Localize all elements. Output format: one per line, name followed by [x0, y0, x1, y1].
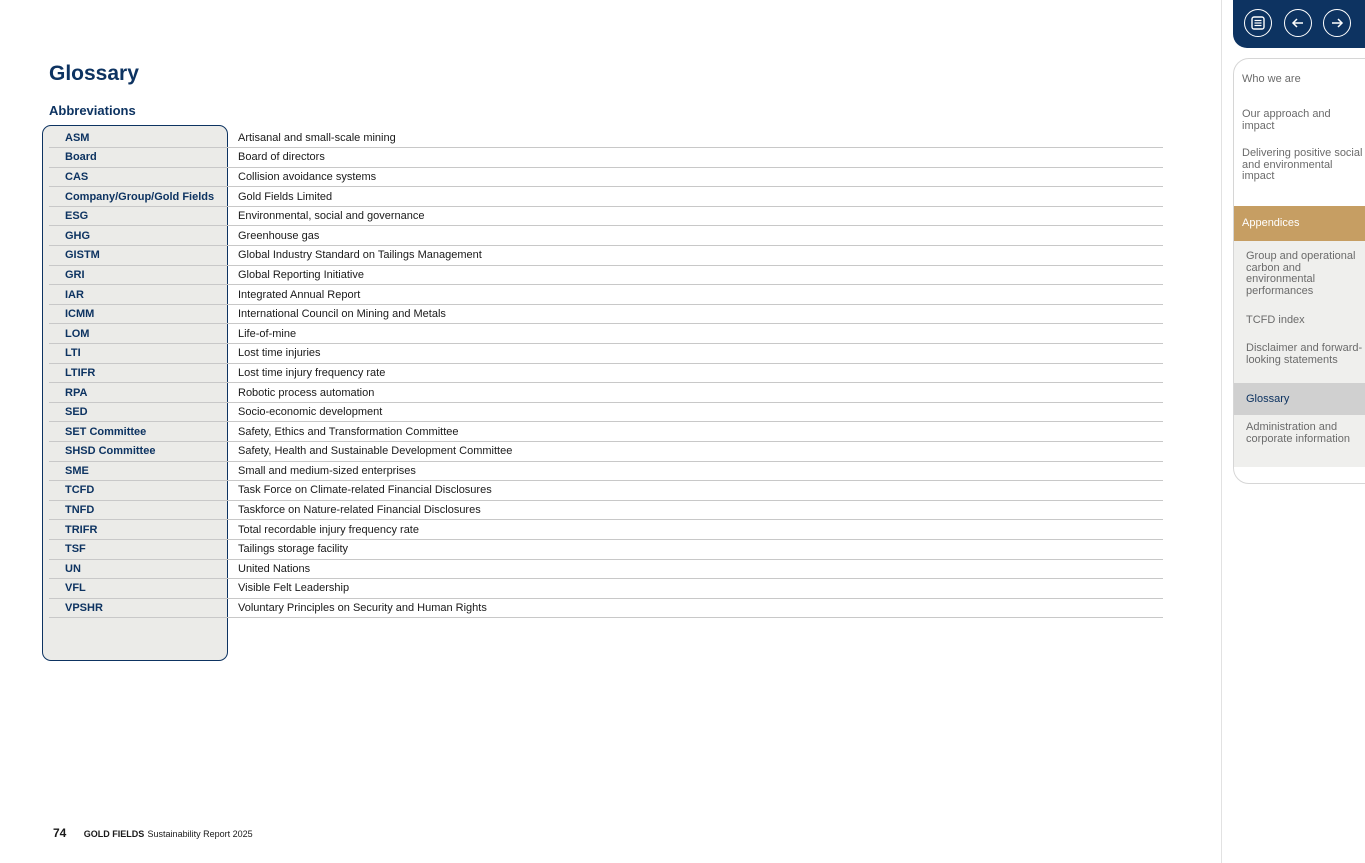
abbreviation-definition: International Council on Mining and Metals: [228, 304, 1163, 324]
page-footer: [53, 826, 253, 840]
table-row: [49, 500, 1163, 520]
abbreviation-term: LTIFR: [49, 363, 228, 383]
abbreviation-definition: Visible Felt Leadership: [228, 579, 1163, 599]
table-row: [49, 304, 1163, 324]
abbreviation-term: ESG: [49, 206, 228, 226]
table-row: [49, 128, 1163, 148]
abbreviation-term: RPA: [49, 383, 228, 403]
abbreviation-definition: Tailings storage facility: [228, 539, 1163, 559]
section-navigation: [1233, 58, 1365, 484]
sidebar-divider: [1221, 0, 1222, 863]
nav-item-group-performance[interactable]: Group and operational carbon and environmental performances: [1234, 241, 1365, 321]
glossary-table: [49, 128, 1163, 618]
abbreviation-definition: Total recordable injury frequency rate: [228, 520, 1163, 540]
abbreviation-term: Company/Group/Gold Fields: [49, 187, 228, 207]
abbreviation-term: Board: [49, 148, 228, 168]
abbreviation-definition: Lost time injury frequency rate: [228, 363, 1163, 383]
abbreviation-term: VFL: [49, 579, 228, 599]
table-row: [49, 442, 1163, 462]
nav-item-who-we-are[interactable]: Who we are: [1242, 73, 1301, 85]
table-row: [49, 363, 1163, 383]
nav-item-glossary[interactable]: Glossary: [1234, 383, 1365, 415]
abbreviation-term: TNFD: [49, 500, 228, 520]
abbreviation-term: SED: [49, 402, 228, 422]
abbreviation-definition: Taskforce on Nature-related Financial Disclosures: [228, 500, 1163, 520]
table-row: [49, 285, 1163, 305]
table-row: [49, 559, 1163, 579]
nav-item-tcfd-index[interactable]: TCFD index: [1234, 301, 1365, 336]
abbreviation-definition: Greenhouse gas: [228, 226, 1163, 246]
abbreviation-term: CAS: [49, 167, 228, 187]
table-row: [49, 187, 1163, 207]
table-row: [49, 461, 1163, 481]
page-title: Glossary: [49, 62, 139, 85]
table-row: [49, 598, 1163, 618]
table-row: [49, 520, 1163, 540]
footer-brand: GOLD FIELDS: [83, 829, 145, 839]
section-subtitle: Abbreviations: [49, 103, 136, 118]
page-number: 74: [53, 826, 67, 840]
abbreviation-definition: United Nations: [228, 559, 1163, 579]
nav-button-bar: [1233, 0, 1365, 48]
abbreviation-definition: Safety, Ethics and Transformation Committee: [228, 422, 1163, 442]
table-row: [49, 246, 1163, 266]
table-row: [49, 324, 1163, 344]
abbreviation-term: ASM: [49, 128, 228, 148]
abbreviation-term: VPSHR: [49, 598, 228, 618]
abbreviation-term: IAR: [49, 285, 228, 305]
table-row: [49, 383, 1163, 403]
abbreviation-definition: Collision avoidance systems: [228, 167, 1163, 187]
table-row: [49, 226, 1163, 246]
abbreviation-term: TCFD: [49, 481, 228, 501]
next-page-button[interactable]: [1323, 9, 1351, 37]
footer-report-title: Sustainability Report 2025: [147, 829, 253, 839]
previous-page-button[interactable]: [1284, 9, 1312, 37]
abbreviation-definition: Robotic process automation: [228, 383, 1163, 403]
abbreviation-definition: Socio-economic development: [228, 402, 1163, 422]
abbreviation-term: LOM: [49, 324, 228, 344]
table-row: [49, 481, 1163, 501]
abbreviation-definition: Integrated Annual Report: [228, 285, 1163, 305]
table-row: [49, 402, 1163, 422]
table-row: [49, 422, 1163, 442]
table-row: [49, 344, 1163, 364]
abbreviation-definition: Global Industry Standard on Tailings Management: [228, 246, 1163, 266]
abbreviation-definition: Gold Fields Limited: [228, 187, 1163, 207]
abbreviation-term: LTI: [49, 344, 228, 364]
abbreviation-definition: Artisanal and small-scale mining: [228, 128, 1163, 148]
contents-button[interactable]: [1244, 9, 1272, 37]
abbreviation-definition: Board of directors: [228, 148, 1163, 168]
abbreviation-term: TRIFR: [49, 520, 228, 540]
abbreviation-definition: Task Force on Climate-related Financial Disclosures: [228, 481, 1163, 501]
table-row: [49, 265, 1163, 285]
abbreviation-term: SHSD Committee: [49, 442, 228, 462]
abbreviation-term: GISTM: [49, 246, 228, 266]
nav-item-administration[interactable]: Administration and corporate information: [1234, 415, 1365, 467]
table-row: [49, 206, 1163, 226]
abbreviation-definition: Life-of-mine: [228, 324, 1163, 344]
nav-item-appendices[interactable]: Appendices: [1234, 206, 1365, 241]
abbreviation-definition: Safety, Health and Sustainable Development Committee: [228, 442, 1163, 462]
abbreviation-term: GRI: [49, 265, 228, 285]
table-row: [49, 148, 1163, 168]
nav-item-our-approach[interactable]: Our approach and impact: [1242, 108, 1331, 132]
arrow-left-icon: [1290, 15, 1306, 31]
arrow-right-icon: [1329, 15, 1345, 31]
abbreviation-term: SET Committee: [49, 422, 228, 442]
nav-item-disclaimer[interactable]: Disclaimer and forward-looking statements: [1234, 336, 1365, 383]
abbreviation-term: UN: [49, 559, 228, 579]
abbreviation-definition: Small and medium-sized enterprises: [228, 461, 1163, 481]
abbreviation-definition: Environmental, social and governance: [228, 206, 1163, 226]
abbreviation-term: GHG: [49, 226, 228, 246]
abbreviation-definition: Global Reporting Initiative: [228, 265, 1163, 285]
abbreviation-term: SME: [49, 461, 228, 481]
abbreviation-term: ICMM: [49, 304, 228, 324]
table-row: [49, 579, 1163, 599]
table-row: [49, 539, 1163, 559]
nav-item-delivering-impact[interactable]: Delivering positive social and environmental impact: [1242, 147, 1363, 183]
contents-list-icon: [1250, 15, 1266, 31]
abbreviation-term: TSF: [49, 539, 228, 559]
abbreviation-definition: Lost time injuries: [228, 344, 1163, 364]
abbreviation-definition: Voluntary Principles on Security and Human Rights: [228, 598, 1163, 618]
table-row: [49, 167, 1163, 187]
